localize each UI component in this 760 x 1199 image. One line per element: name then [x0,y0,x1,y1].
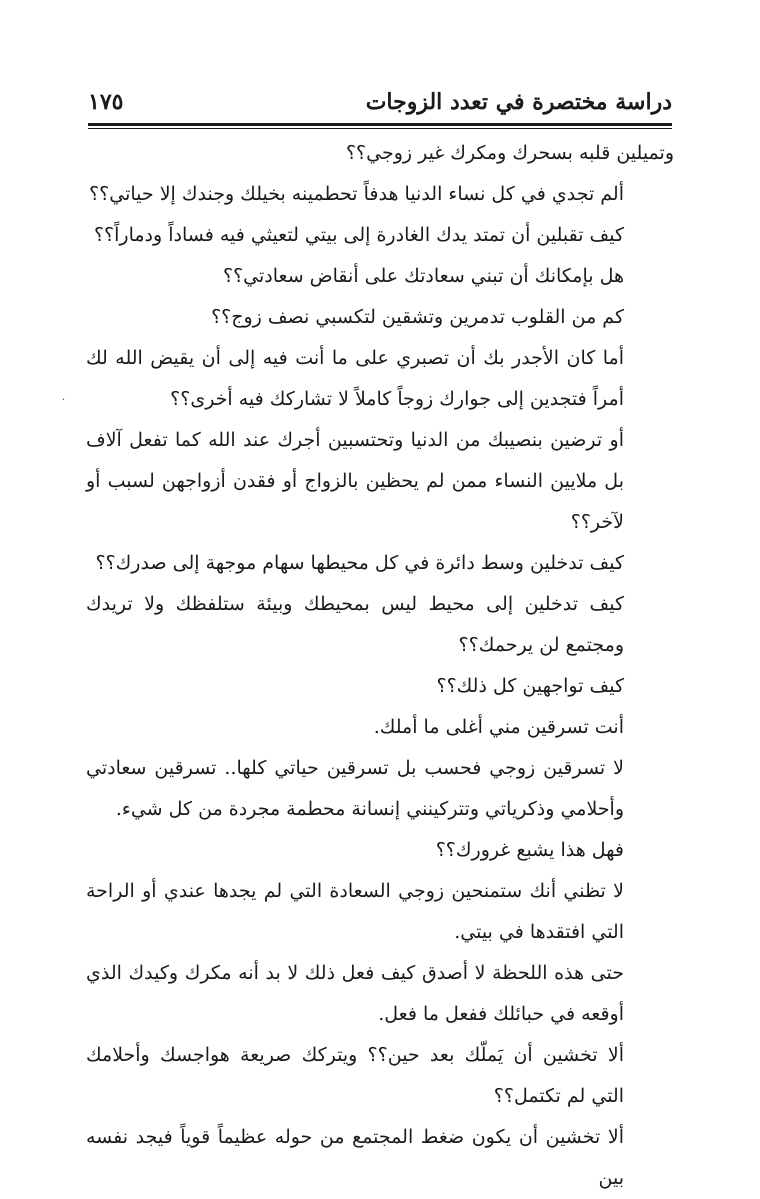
margin-mark: · [62,395,66,406]
paragraph: كم من القلوب تدمرين وتشقين لتكسبي نصف زوج؟؟ [211,306,624,328]
paragraph: لا تظني أنك ستمنحين زوجي السعادة التي لم يجدها عندي أو الراحة التي افتقدها في بيتي. [86,880,624,943]
header-rule-thin [88,128,672,129]
page-body [86,133,674,1189]
paragraph: كيف تدخلين إلى محيط ليس بمحيطك وبيئة ستلفظك ولا تريدك ومجتمع لن يرحمك؟؟ [86,593,624,656]
paragraph: كيف تقبلين أن تمتد يدك الغادرة إلى بيتي لتعيثي فيه فساداً ودماراً؟؟ [93,224,624,246]
paragraph: كيف تدخلين وسط دائرة في كل محيطها سهام موجهة إلى صدرك؟؟ [95,552,624,574]
paragraph: وتميلين قلبه بسحرك ومكرك غير زوجي؟؟ [345,142,674,164]
paragraph: حتى هذه اللحظة لا أصدق كيف فعل ذلك لا بد أنه مكرك وكيدك الذي أوقعه في حبائلك ففعل ما فعل. [86,962,624,1025]
page-number: ١٧٥ [88,89,124,115]
paragraph: أما كان الأجدر بك أن تصبري على ما أنت فيه إلى أن يقيض الله لك أمراً فتجدين إلى جوارك زوجاً كاملاً لا تشاركك فيه أخرى؟؟ [86,347,624,410]
paragraph: ألم تجدي في كل نساء الدنيا هدفاً تحطمينه بخيلك وجندك إلا حياتي؟؟ [89,183,624,205]
paragraph: كيف تواجهين كل ذلك؟؟ [436,675,624,697]
running-header [88,88,672,120]
paragraph: فهل هذا يشبع غرورك؟؟ [435,839,624,861]
paragraph: ألا تخشين أن يكون ضغط المجتمع من حوله عظيماً قوياً فيجد نفسه بين [86,1126,624,1189]
paragraph: لا تسرقين زوجي فحسب بل تسرقين حياتي كلها.. تسرقين سعادتي وأحلامي وذكرياتي وتتركينني إنسانة محطمة مجردة من كل شيء. [86,757,624,820]
paragraph: ألا تخشين أن يَملّك بعد حين؟؟ ويتركك صريعة هواجسك وأحلامك التي لم تكتمل؟؟ [86,1044,624,1107]
paragraph: أو ترضين بنصيبك من الدنيا وتحتسبين أجرك عند الله كما تفعل آلاف بل ملايين النساء ممن لم يحظين بالزواج أو فقدن أزواجهن لسبب أو لآخر؟؟ [86,429,624,533]
header-title: دراسة مختصرة في تعدد الزوجات [365,89,672,115]
paragraph: أنت تسرقين مني أغلى ما أملك. [373,716,624,738]
paragraph: هل بإمكانك أن تبني سعادتك على أنقاض سعادتي؟؟ [222,265,624,287]
header-rule [88,123,672,126]
